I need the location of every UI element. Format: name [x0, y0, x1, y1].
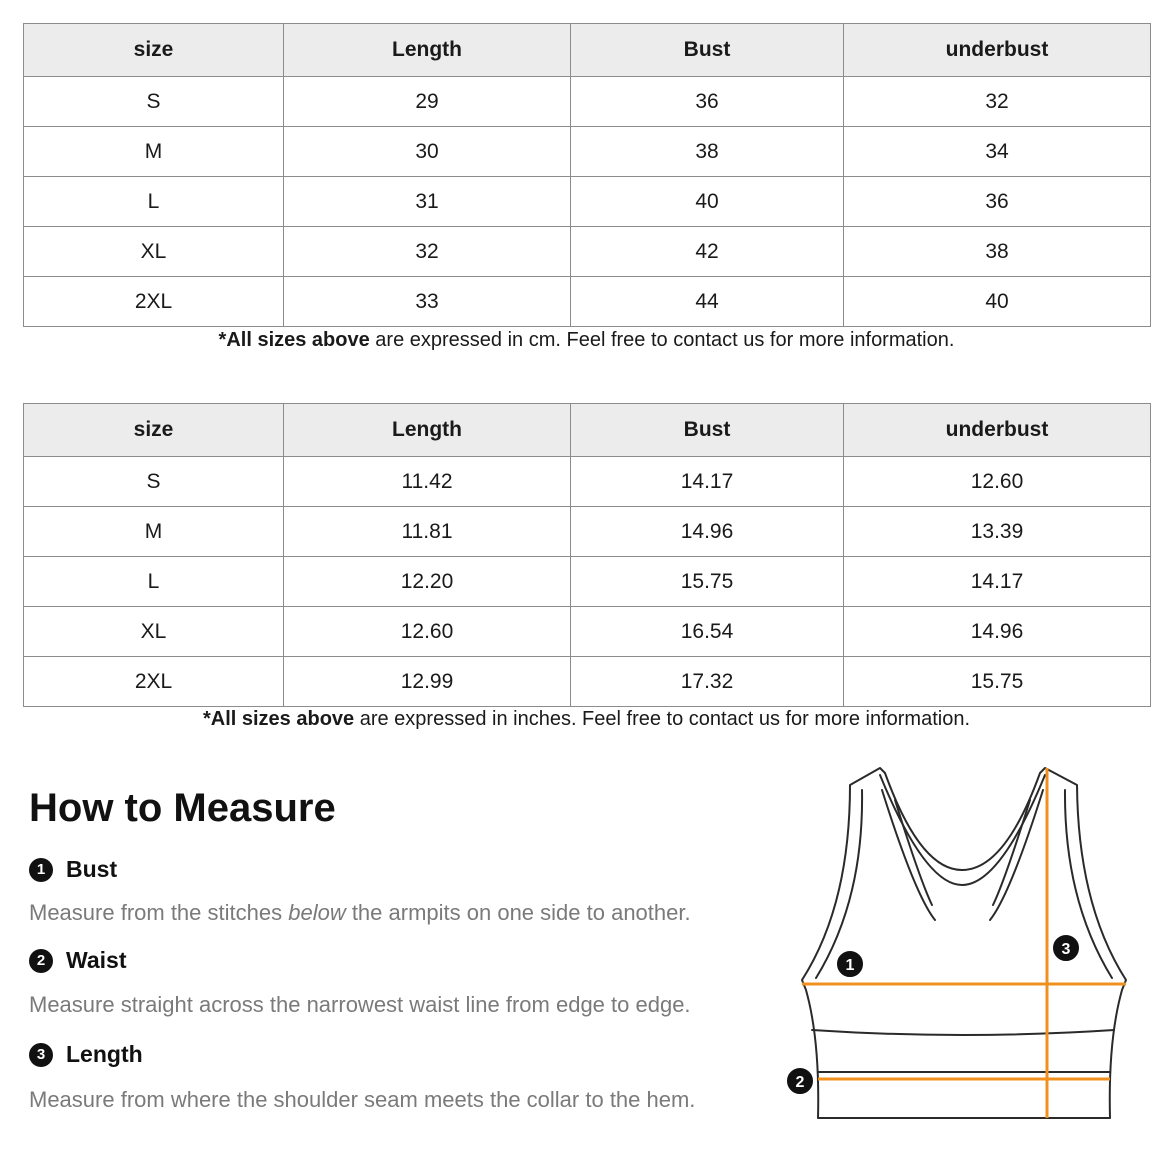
how-to-measure-title: How to Measure [29, 786, 336, 830]
table-cell: 38 [571, 127, 844, 177]
number-three-icon: 3 [29, 1043, 53, 1067]
header-cell: Length [284, 24, 571, 77]
note-text: are expressed in inches. Feel free to contact us for more information. [354, 708, 971, 730]
table-row [24, 657, 1151, 707]
table-header-row [24, 24, 1151, 77]
table-row [24, 227, 1151, 277]
table-cell: 33 [284, 277, 571, 327]
table-cell: 15.75 [571, 557, 844, 607]
table-cell: 32 [284, 227, 571, 277]
table-cell: 12.60 [284, 607, 571, 657]
table-cell: 14.17 [571, 457, 844, 507]
table-row [24, 507, 1151, 557]
header-cell: Bust [571, 24, 844, 77]
step-description [29, 900, 691, 926]
table-cell: M [24, 507, 284, 557]
table-cell: 14.17 [844, 557, 1151, 607]
marker-label: 1 [845, 957, 855, 974]
desc-part: the armpits on one side to another. [345, 900, 691, 925]
step-waist [29, 947, 127, 974]
number-one-icon: 1 [29, 858, 53, 882]
table-cell: 11.42 [284, 457, 571, 507]
step-label: Bust [66, 856, 118, 882]
table-cell: 36 [571, 77, 844, 127]
header-cell: size [24, 404, 284, 457]
table-row [24, 77, 1151, 127]
step-bust [29, 856, 117, 883]
table-cell: L [24, 177, 284, 227]
table-cell: S [24, 77, 284, 127]
table-cell: 17.32 [571, 657, 844, 707]
header-cell: underbust [844, 24, 1151, 77]
table-cell: M [24, 127, 284, 177]
table-cell: 30 [284, 127, 571, 177]
step-label: Length [66, 1041, 143, 1067]
header-cell: Length [284, 404, 571, 457]
table-cell: 16.54 [571, 607, 844, 657]
marker-label: 3 [1061, 941, 1071, 958]
table-row [24, 457, 1151, 507]
desc-part: Measure from the stitches [29, 900, 289, 925]
table-row [24, 557, 1151, 607]
table-cell: 38 [844, 227, 1151, 277]
table-header-row [24, 404, 1151, 457]
table-row [24, 607, 1151, 657]
header-cell: size [24, 24, 284, 77]
table-row [24, 277, 1151, 327]
table-cell: 34 [844, 127, 1151, 177]
table-cell: XL [24, 607, 284, 657]
table-cell: 14.96 [571, 507, 844, 557]
step-description: Measure straight across the narrowest waist line from edge to edge. [29, 992, 691, 1017]
table-cell: 44 [571, 277, 844, 327]
note-emphasis: *All sizes above [218, 329, 370, 351]
step-description: Measure from where the shoulder seam meets the collar to the hem. [29, 1087, 696, 1112]
marker-label: 2 [795, 1074, 805, 1091]
marker-1 [836, 950, 864, 978]
desc-emphasis: below [288, 900, 346, 925]
table-cell: 13.39 [844, 507, 1151, 557]
table-row [24, 127, 1151, 177]
size-table-inches [23, 403, 1151, 707]
table-cell: 36 [844, 177, 1151, 227]
table-cell: S [24, 457, 284, 507]
table-cell: 40 [844, 277, 1151, 327]
step-length [29, 1041, 143, 1068]
number-two-icon: 2 [29, 949, 53, 973]
table-cell: 31 [284, 177, 571, 227]
marker-2 [786, 1067, 814, 1095]
table-cell: 11.81 [284, 507, 571, 557]
table-cell: 14.96 [844, 607, 1151, 657]
table-cell: XL [24, 227, 284, 277]
table-row [24, 177, 1151, 227]
table-cell: 40 [571, 177, 844, 227]
table-cell: 2XL [24, 657, 284, 707]
note-emphasis: *All sizes above [202, 708, 355, 730]
size-table-cm [23, 23, 1151, 327]
note-text: are expressed in cm. Feel free to contact us for more information. [369, 329, 955, 351]
table-cell: 2XL [24, 277, 284, 327]
step-label: Waist [66, 947, 127, 973]
header-cell: Bust [571, 404, 844, 457]
header-cell: underbust [844, 404, 1151, 457]
sports-bra-diagram [780, 760, 1140, 1130]
table-cell: L [24, 557, 284, 607]
cm-units-note [23, 329, 1150, 352]
table-cell: 42 [571, 227, 844, 277]
table-cell: 32 [844, 77, 1151, 127]
table-cell: 29 [284, 77, 571, 127]
table-cell: 15.75 [844, 657, 1151, 707]
inch-units-note [23, 708, 1150, 731]
table-cell: 12.99 [284, 657, 571, 707]
table-cell: 12.20 [284, 557, 571, 607]
marker-3 [1052, 934, 1080, 962]
table-cell: 12.60 [844, 457, 1151, 507]
